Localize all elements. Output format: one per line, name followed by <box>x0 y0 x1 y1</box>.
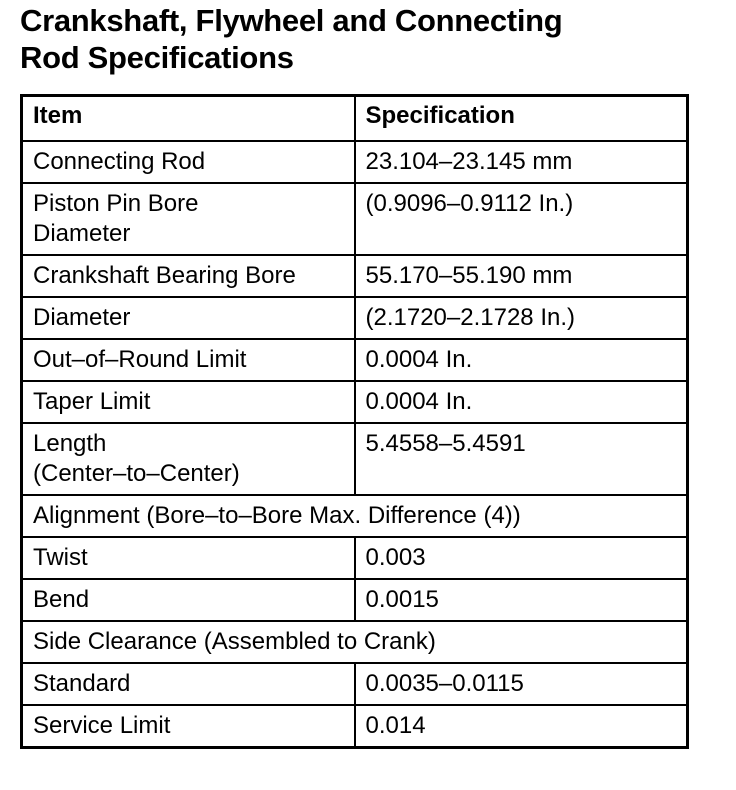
item-text: Bend <box>33 585 90 613</box>
item-text: Taper Limit <box>33 387 151 415</box>
page-title <box>20 2 700 76</box>
spec-cell: 0.0015 <box>355 579 688 621</box>
item-cell <box>22 297 355 339</box>
item-text: Out–of–Round Limit <box>33 345 247 373</box>
table-row <box>22 537 688 579</box>
item-text: Connecting Rod <box>33 147 206 175</box>
spec-cell: (2.1720–2.1728 In.) <box>355 297 688 339</box>
column-header-item: Item <box>22 96 355 141</box>
table-row <box>22 381 688 423</box>
spec-cell: 0.0035–0.0115 <box>355 663 688 705</box>
spec-cell: 5.4558–5.4591 <box>355 423 688 495</box>
item-text: (Center–to–Center) <box>33 459 240 487</box>
item-cell <box>22 579 355 621</box>
item-cell <box>22 663 355 705</box>
table-row <box>22 297 688 339</box>
spec-cell: 0.0004 In. <box>355 339 688 381</box>
table-row <box>22 423 688 495</box>
item-cell <box>22 381 355 423</box>
section-row <box>22 621 688 663</box>
item-text: Diameter <box>33 219 131 247</box>
table-row <box>22 141 688 183</box>
table-row <box>22 663 688 705</box>
item-text: Diameter <box>33 303 131 331</box>
item-cell <box>22 423 355 495</box>
item-text: Length <box>33 429 107 457</box>
item-text: Service Limit <box>33 711 171 739</box>
item-cell <box>22 141 355 183</box>
section-heading-alignment: Alignment (Bore–to–Bore Max. Difference (4)) <box>22 495 688 537</box>
item-text: Crankshaft Bearing Bore <box>33 261 296 289</box>
section-row <box>22 495 688 537</box>
item-text: Piston Pin Bore <box>33 189 199 217</box>
table-row <box>22 255 688 297</box>
item-cell <box>22 705 355 748</box>
spec-cell: 0.003 <box>355 537 688 579</box>
spec-cell: 55.170–55.190 mm <box>355 255 688 297</box>
item-text: Standard <box>33 669 131 697</box>
table-header-row <box>22 96 688 141</box>
page-title-line-1: Crankshaft, Flywheel and Connecting <box>20 3 563 38</box>
specifications-table <box>20 94 689 749</box>
table-row <box>22 579 688 621</box>
item-cell <box>22 255 355 297</box>
spec-cell: (0.9096–0.9112 In.) <box>355 183 688 255</box>
table-row <box>22 705 688 748</box>
spec-cell: 23.104–23.145 mm <box>355 141 688 183</box>
item-cell <box>22 183 355 255</box>
spec-cell: 0.014 <box>355 705 688 748</box>
table-row <box>22 183 688 255</box>
section-heading-side-clearance: Side Clearance (Assembled to Crank) <box>22 621 688 663</box>
item-cell <box>22 339 355 381</box>
page-title-line-2: Rod Specifications <box>20 40 294 75</box>
table-row <box>22 339 688 381</box>
item-cell <box>22 537 355 579</box>
spec-cell: 0.0004 In. <box>355 381 688 423</box>
item-text: Twist <box>33 543 88 571</box>
column-header-specification: Specification <box>355 96 688 141</box>
